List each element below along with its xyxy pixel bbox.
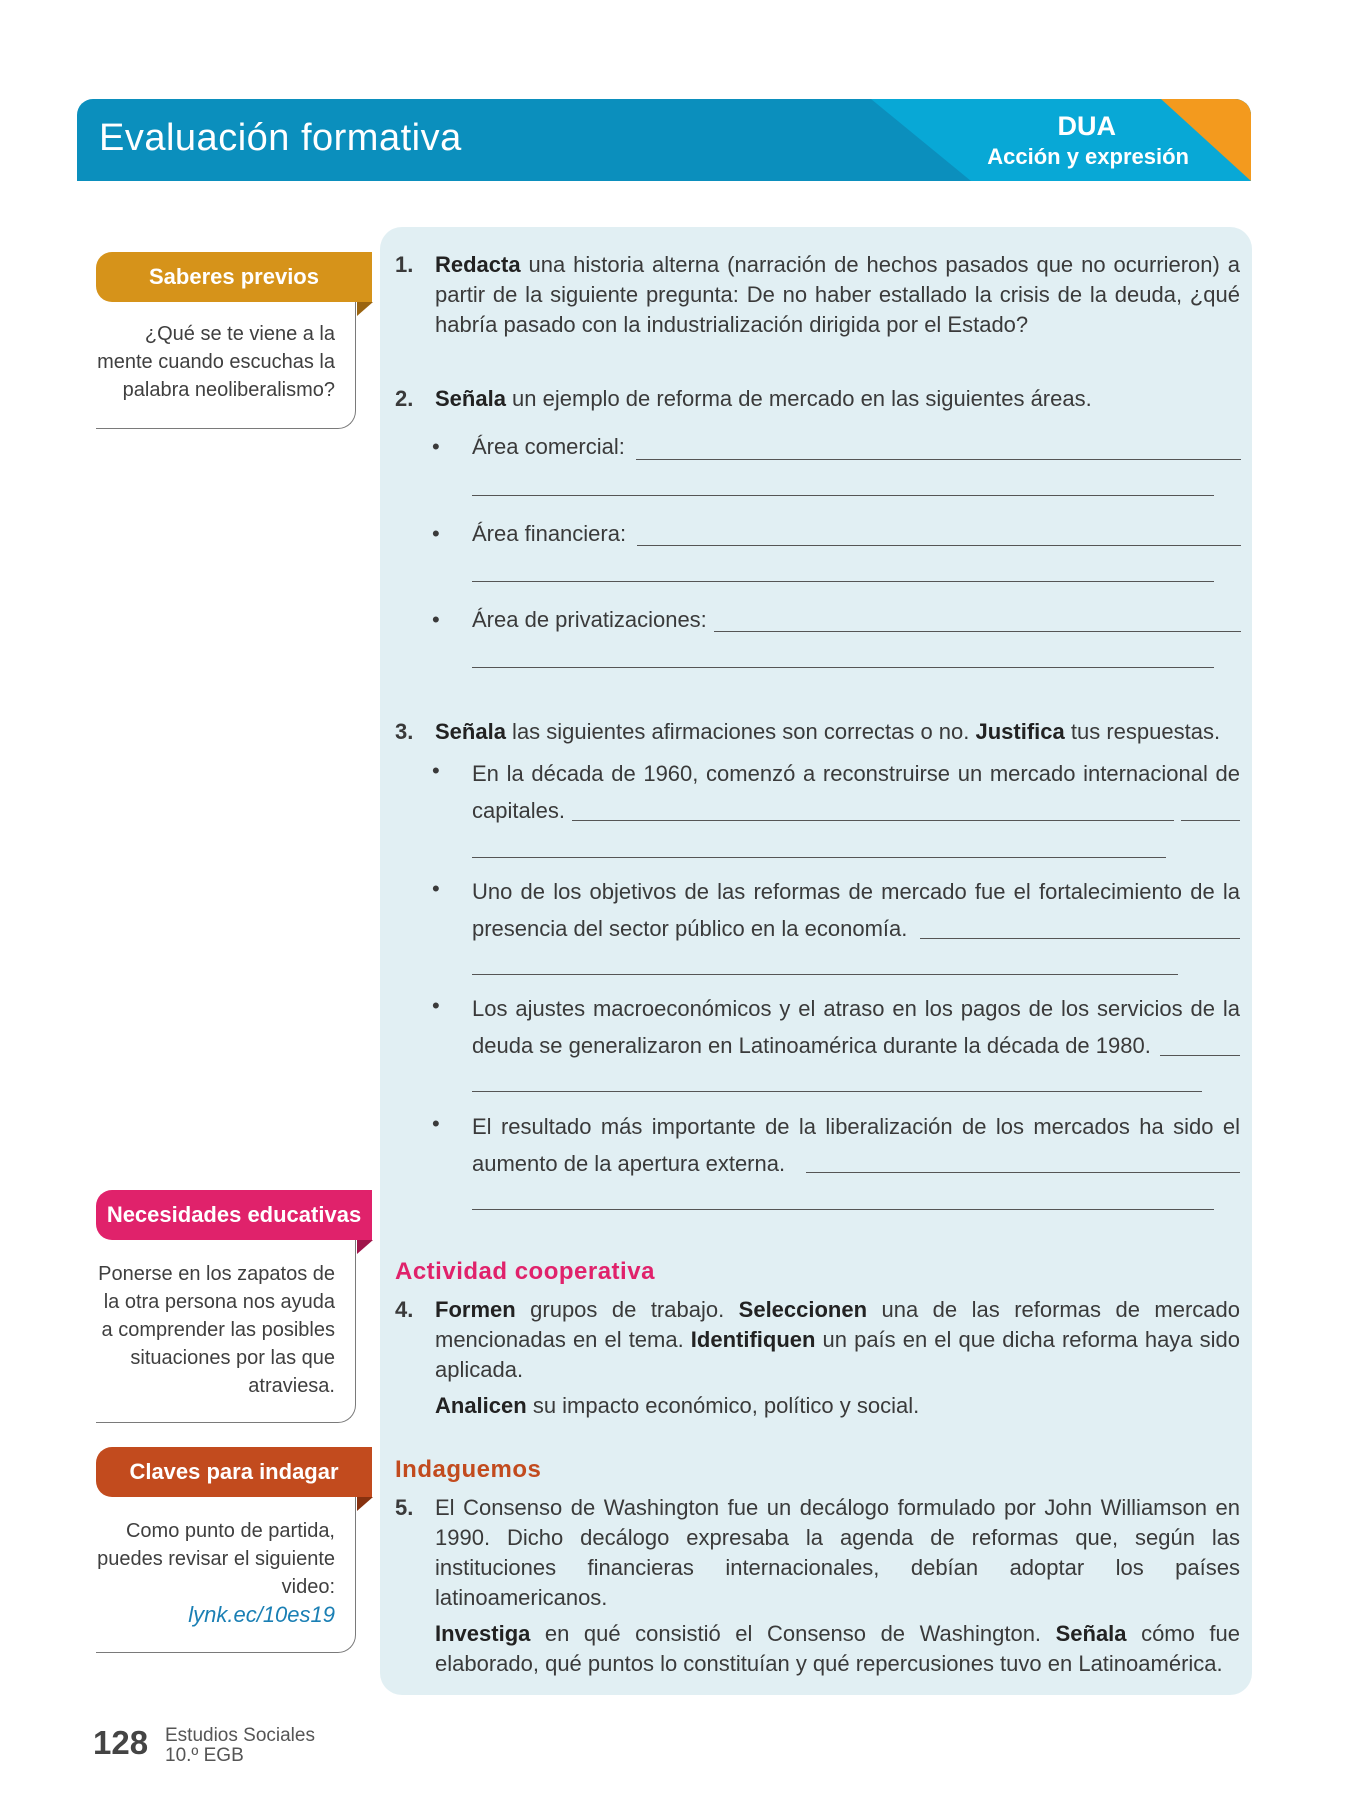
area-financiera-answer-line-2[interactable] [472, 581, 1214, 582]
footer-grade: 10.º EGB [165, 1745, 244, 1766]
indaguemos-title: Indaguemos [395, 1456, 542, 1483]
area-comercial-item: • Área comercial: [432, 434, 625, 459]
footer-subject [165, 1726, 315, 1766]
question-3-number: 3. [395, 719, 414, 744]
question-1-text: una historia alterna (narración de hechos pasados que no ocurrieron) a partir de la siguiente pregunta: De no haber estallado la crisis de la deuda, ¿qué habría pasado con la industrialización dirigida por el Estado? [435, 252, 1240, 337]
question-3: 3. Señala las siguientes afirmaciones son correctas o no. Justifica tus respuestas. [395, 717, 1240, 747]
claves-para-indagar-card [96, 1447, 378, 1653]
header-banner [77, 99, 1251, 181]
question-2 [395, 384, 1240, 414]
statement-1-text: En la década de 1960, comenzó a reconstruirse un mercado internacional de capitales. [472, 761, 1240, 823]
page-number: 128 [93, 1724, 149, 1761]
statement-3-answer-line-2[interactable] [472, 1091, 1202, 1092]
area-comercial-answer-line-1[interactable] [636, 459, 1241, 460]
question-5-text: El Consenso de Washington fue un decálogo formulado por John Williamson en 1990. Dicho decálogo expresaba la agenda de reformas que, según las instituciones financieras internacionales, debían adoptar los países latinoamericanos. [435, 1495, 1240, 1610]
actividad-cooperativa-title: Actividad cooperativa [395, 1258, 655, 1285]
saberes-previos-text: ¿Qué se te viene a la mente cuando escuchas la palabra neoliberalismo? [96, 302, 356, 429]
claves-para-indagar-text: Como punto de partida, puedes revisar el siguiente video: [97, 1520, 335, 1598]
question-4: 4. Formen grupos de trabajo. Seleccionen una de las reformas de mercado mencionadas en el tema. Identifiquen un país en el que dicha reforma haya sido aplicada. Analicen su impacto económico, político y social. [395, 1297, 1240, 1418]
question-5-number: 5. [395, 1495, 414, 1520]
statement-2-answer-line-2[interactable] [472, 974, 1178, 975]
area-privatizaciones-label: Área de privatizaciones: [472, 607, 707, 632]
statement-3-text: Los ajustes macroeconómicos y el atraso en los pagos de los servicios de la deuda se generalizaron en Latinoamérica durante la década de 1980. [472, 996, 1240, 1058]
necesidades-educativas-text: Ponerse en los zapatos de la otra persona nos ayuda a comprender las posibles situaciones por las que atraviesa. [96, 1240, 356, 1423]
saberes-previos-card [96, 252, 378, 429]
necesidades-educativas-tab: Necesidades educativas [96, 1190, 372, 1240]
area-privatizaciones-answer-line-2[interactable] [472, 667, 1214, 668]
video-link[interactable]: lynk.ec/10es19 [188, 1602, 335, 1627]
footer-subject-name: Estudios Sociales [165, 1725, 315, 1746]
statement-1-answer-line-1[interactable] [572, 820, 1174, 821]
claves-para-indagar-tab: Claves para indagar [96, 1447, 372, 1497]
question-2-number: 2. [395, 386, 414, 411]
page-title: Evaluación formativa [99, 117, 462, 159]
statement-1-answer-line-1b[interactable] [1181, 820, 1240, 821]
question-2-verb: Señala [435, 386, 506, 411]
statement-2-answer-line-1[interactable] [920, 938, 1240, 939]
question-1 [395, 250, 1240, 340]
area-financiera-label: Área financiera: [472, 521, 627, 546]
area-privatizaciones-item: • Área de privatizaciones: [432, 607, 707, 632]
question-3-verb-2: Justifica [975, 719, 1065, 744]
saberes-previos-tab: Saberes previos [96, 252, 372, 302]
question-2-text: un ejemplo de reforma de mercado en las siguientes áreas. [505, 386, 1092, 411]
question-3-verb: Señala [435, 719, 506, 744]
necesidades-educativas-card [96, 1190, 378, 1423]
statement-1-answer-line-2[interactable] [472, 857, 1166, 858]
area-comercial-answer-line-2[interactable] [472, 495, 1214, 496]
question-4-number: 4. [395, 1297, 414, 1322]
statement-4-answer-line-2[interactable] [472, 1209, 1214, 1210]
question-1-number: 1. [395, 252, 414, 277]
statement-4-text: El resultado más importante de la liberalización de los mercados ha sido el aumento de la apertura externa. [472, 1114, 1240, 1176]
area-comercial-label: Área comercial: [472, 434, 625, 459]
statement-4-answer-line-1[interactable] [806, 1172, 1240, 1173]
dua-subtitle: Acción y expresión [987, 144, 1189, 169]
question-5: 5. El Consenso de Washington fue un decálogo formulado por John Williamson en 1990. Dicho decálogo expresaba la agenda de reformas que, según las instituciones financieras internacionales, debían adoptar los países latinoamericanos. Investiga en qué consistió el Consenso de Washington. Señala cómo fue elaborado, qué puntos lo constituían y qué repercusiones tuvo en Latinoamérica. [395, 1495, 1240, 1676]
area-financiera-item: • Área financiera: [432, 521, 627, 546]
area-privatizaciones-answer-line-1[interactable] [714, 631, 1241, 632]
dua-title: DUA [1057, 111, 1116, 141]
statement-3-answer-line-1[interactable] [1160, 1055, 1240, 1056]
statement-2-text: Uno de los objetivos de las reformas de mercado fue el fortalecimiento de la presencia del sector público en la economía. [472, 879, 1240, 941]
area-financiera-answer-line-1[interactable] [637, 545, 1241, 546]
question-1-verb: Redacta [435, 252, 521, 277]
claves-para-indagar-body [96, 1497, 356, 1653]
